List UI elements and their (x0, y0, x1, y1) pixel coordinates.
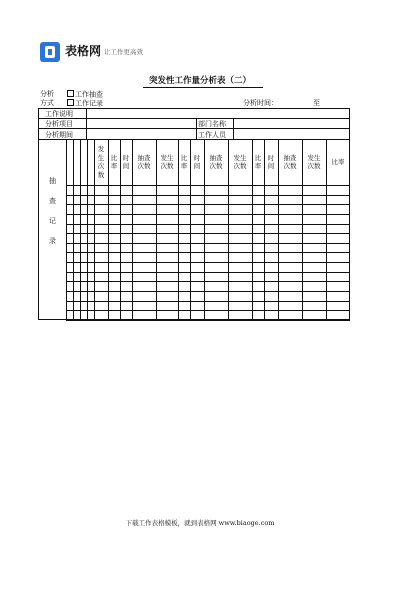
grid-row-line (66, 281, 350, 282)
column-header: 发 生 次 数 (97, 145, 105, 179)
analysis-label-bottom: 方式 (40, 99, 54, 107)
work-desc-label: 工作说明 (45, 110, 73, 118)
field-divider (196, 118, 197, 139)
col-line (228, 139, 229, 320)
grid-row-line (66, 195, 350, 196)
column-header: 比率 (331, 157, 345, 166)
option-work-record-label: 工作记录 (75, 99, 103, 108)
label-divider (86, 108, 87, 139)
grid-row-line (66, 310, 350, 311)
column-header: 发生 次数 (307, 153, 321, 170)
narrow-col-line (73, 139, 74, 320)
grid-row-line (66, 272, 350, 273)
narrow-col-line (87, 139, 88, 320)
brand-slogan: 让工作更高效 (104, 48, 143, 56)
col-line (178, 139, 179, 320)
grid-row-line (66, 233, 350, 234)
analysis-time-to: 至 (313, 99, 320, 107)
narrow-col-line (80, 139, 81, 320)
col-line (120, 139, 121, 320)
grid-row-line (66, 224, 350, 225)
column-header: 抽查 次数 (283, 153, 297, 170)
grid-row-line (66, 262, 350, 263)
row-line (38, 118, 350, 119)
dept-label: 部门名称 (198, 120, 226, 128)
option-work-record[interactable] (67, 99, 103, 108)
column-header: 发生 次数 (160, 153, 174, 170)
col-line (264, 139, 265, 320)
grid-row-line (66, 301, 350, 302)
period-label: 分析期间 (45, 131, 73, 139)
grid-row-line (66, 214, 350, 215)
staff-label: 工作人员 (198, 131, 226, 139)
side-label-char: 抽 (49, 177, 56, 185)
option-work-check[interactable] (67, 90, 103, 99)
col-line (204, 139, 205, 320)
side-label-char: 查 (49, 197, 56, 205)
analysis-label-top: 分析 (40, 90, 54, 98)
grid-row-line (66, 252, 350, 253)
grid-row-line (66, 291, 350, 292)
grid-row-line (66, 243, 350, 244)
column-header: 比 率 (254, 153, 262, 170)
col-line (302, 139, 303, 320)
col-line (190, 139, 191, 320)
column-header: 抽查 次数 (209, 153, 223, 170)
row-line (38, 128, 350, 129)
col-line (132, 139, 133, 320)
column-header: 发生 次数 (233, 153, 247, 170)
title-underline (143, 87, 263, 88)
side-label-char: 录 (49, 237, 56, 245)
project-label: 分析项目 (45, 120, 73, 128)
column-header: 时 间 (193, 153, 201, 170)
page-title: 突发性工作量分析表（二） (148, 76, 251, 86)
col-line (278, 139, 279, 320)
brand-name: 表格网 (65, 44, 102, 58)
field-divider (233, 118, 234, 139)
analysis-time-label: 分析时间： (243, 99, 278, 107)
brand-logo-icon (40, 42, 60, 62)
checkbox-work-record[interactable] (67, 99, 74, 106)
grid-row-line (66, 204, 350, 205)
option-work-check-label: 工作抽查 (75, 90, 103, 99)
col-line (108, 139, 109, 320)
col-line (252, 139, 253, 320)
column-header: 抽查 次数 (137, 153, 151, 170)
narrow-col-line (94, 139, 95, 320)
column-header: 比 率 (180, 153, 188, 170)
col-line (326, 139, 327, 320)
column-header: 时 间 (122, 153, 130, 170)
side-divider (66, 139, 67, 320)
column-header: 比 率 (110, 153, 118, 170)
side-label-char: 记 (49, 217, 56, 225)
column-header: 时 间 (267, 153, 275, 170)
footer-text: 下载工作表格模板，就到表格网 www.biaoge.com (125, 519, 275, 527)
grid-row-line (66, 320, 350, 321)
col-line (156, 139, 157, 320)
checkbox-work-check[interactable] (67, 90, 74, 97)
row-line (38, 139, 350, 140)
header-bottom (66, 185, 350, 186)
